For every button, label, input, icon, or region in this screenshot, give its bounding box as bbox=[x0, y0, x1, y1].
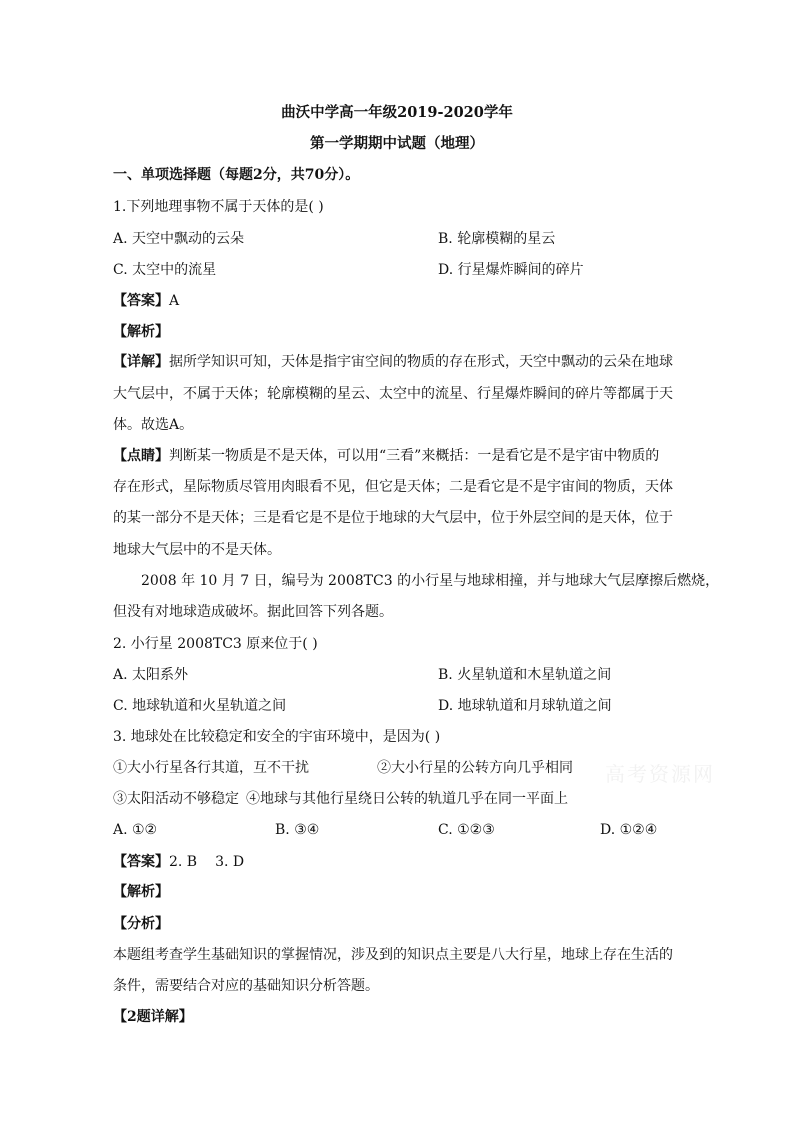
analysis-label-2-3: 【解析】 bbox=[113, 884, 169, 900]
fenxi-line-1: 本题组考查学生基础知识的掌握情况，涉及到的知识点主要是八大行星，地球上存在生活的 bbox=[113, 947, 673, 963]
q3-statement-1: ①大小行星各行其道，互不干扰 bbox=[113, 760, 309, 776]
q3-statements-row2 bbox=[113, 789, 683, 809]
q2-options-row2 bbox=[113, 696, 683, 716]
q3-option-d: D. ①②④ bbox=[600, 822, 658, 838]
tip-label: 【点睛】 bbox=[113, 448, 169, 464]
q1-tip-line-1 bbox=[113, 446, 683, 466]
exam-subtitle: 第一学期期中试题（地理） bbox=[310, 135, 484, 152]
q3-statement-4: ④地球与其他行星绕日公转的轨道几乎在同一平面上 bbox=[246, 791, 568, 807]
q1-options-row2 bbox=[113, 260, 683, 280]
q1-tip-line-2: 存在形式，星际物质尽管用肉眼看不见，但它是天体；二是看它是不是宇宙间的物质，天体 bbox=[113, 479, 673, 495]
q3-statement-2: ②大小行星的公转方向几乎相同 bbox=[377, 760, 573, 776]
q1-detail-line-2: 大气层中，不属于天体；轮廓模糊的星云、太空中的流星、行星爆炸瞬间的碎片等都属于天 bbox=[113, 386, 673, 402]
q1-option-d: D. 行星爆炸瞬间的碎片 bbox=[438, 262, 584, 278]
q1-analysis-label: 【解析】 bbox=[113, 324, 169, 340]
q2-option-c: C. 地球轨道和火星轨道之间 bbox=[113, 698, 287, 714]
q1-option-c: C. 太空中的流星 bbox=[113, 262, 217, 278]
q3-stem: 3. 地球处在比较稳定和安全的宇宙环境中，是因为( ) bbox=[113, 729, 441, 745]
answer-q2: 2. B bbox=[169, 854, 198, 870]
exam-title: 曲沃中学高一年级2019-2020学年 bbox=[281, 104, 513, 121]
q2-option-b: B. 火星轨道和木星轨道之间 bbox=[438, 667, 612, 683]
q2-option-a: A. 太阳系外 bbox=[113, 667, 189, 683]
watermark-text: 高考资源网 bbox=[605, 762, 715, 786]
detail-text: 据所学知识可知，天体是指宇宙空间的物质的存在形式，天空中飘动的云朵在地球 bbox=[169, 354, 673, 370]
answer-label: 【答案】 bbox=[113, 293, 169, 309]
q3-option-a: A. ①② bbox=[113, 822, 158, 838]
q2-detail-label: 【2题详解】 bbox=[113, 1009, 193, 1025]
q1-tip-line-4: 地球大气层中的不是天体。 bbox=[113, 542, 281, 558]
passage-line-2: 但没有对地球造成破坏。据此回答下列各题。 bbox=[113, 604, 393, 620]
q1-tip-line-3: 的某一部分不是天体；三是看它是不是位于地球的大气层中，位于外层空间的是天体，位于 bbox=[113, 510, 673, 526]
fenxi-line-2: 条件，需要结合对应的基础知识分析答题。 bbox=[113, 978, 379, 994]
answer-q3: 3. D bbox=[215, 854, 245, 870]
passage-line-1: 2008 年 10 月 7 日，编号为 2008TC3 的小行星与地球相撞，并与地球大气层摩擦后燃烧， bbox=[141, 573, 720, 589]
section-heading: 一、单项选择题（每题2分，共70分）。 bbox=[113, 167, 360, 183]
answer-value: A bbox=[169, 293, 180, 309]
q3-statements-row1 bbox=[113, 758, 683, 778]
q1-detail-line-3: 体。故选A。 bbox=[113, 417, 194, 433]
q1-stem: 1.下列地理事物不属于天体的是( ) bbox=[113, 199, 324, 215]
fenxi-label: 【分析】 bbox=[113, 916, 169, 932]
q1-detail-line-1 bbox=[113, 352, 683, 372]
q3-option-b: B. ③④ bbox=[275, 822, 320, 838]
q1-answer bbox=[113, 291, 683, 311]
q1-option-a: A. 天空中飘动的云朵 bbox=[113, 231, 245, 247]
q3-statement-3: ③太阳活动不够稳定 bbox=[113, 791, 239, 807]
tip-text: 判断某一物质是不是天体，可以用“三看”来概括：一是看它是不是宇宙中物质的 bbox=[169, 448, 660, 464]
q2-option-d: D. 地球轨道和月球轨道之间 bbox=[438, 698, 612, 714]
q2-stem: 2. 小行星 2008TC3 原来位于( ) bbox=[113, 636, 318, 652]
answers-2-3 bbox=[113, 852, 683, 872]
answer-label-2-3: 【答案】 bbox=[113, 854, 169, 870]
q1-option-b: B. 轮廓模糊的星云 bbox=[438, 231, 556, 247]
q3-option-c: C. ①②③ bbox=[438, 822, 495, 838]
detail-label: 【详解】 bbox=[113, 354, 169, 370]
q2-options-row1 bbox=[113, 665, 683, 685]
q1-options-row1 bbox=[113, 229, 683, 249]
